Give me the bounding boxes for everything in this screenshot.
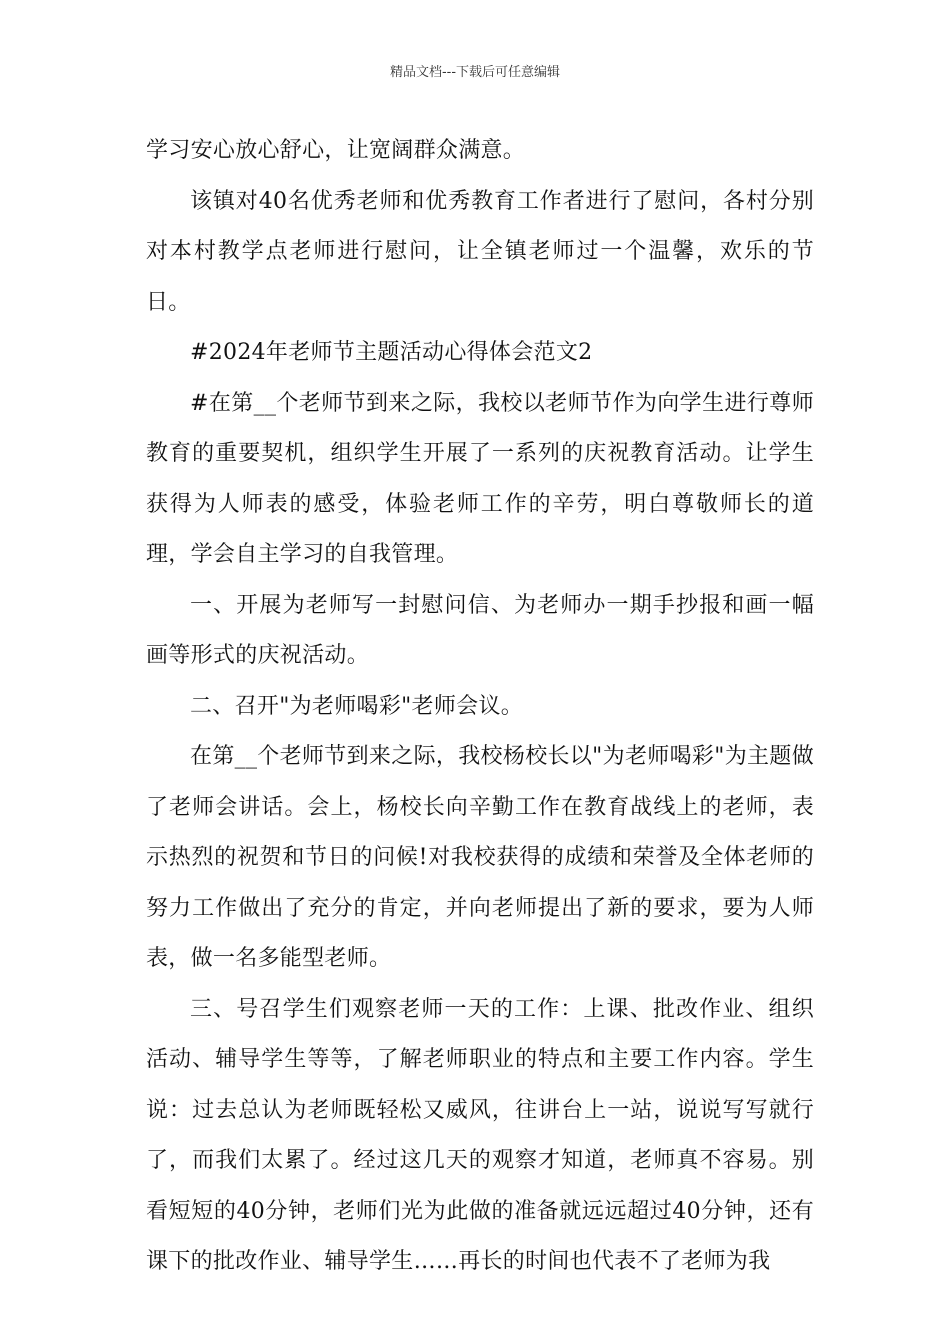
paragraph-8: 三、号召学生们观察老师一天的工作：上课、批改作业、组织活动、辅导学生等等，了解老师职业的特点和主要工作内容。学生说：过去总认为老师既轻松又威风，往讲台上一站，说说写写就行了，而我们太累了。经过这几天的观察才知道，老师真不容易。别看短短的40分钟，老师们光为此做的准备就远远超过40分钟，还有课下的批改作业、辅导学生……再长的时间也代表不了老师为我 <box>146 996 814 1274</box>
section-heading: #2024年老师节主题活动心得体会范文2 <box>190 340 593 365</box>
document-body <box>146 126 814 1288</box>
paragraph-6: 二、召开"为老师喝彩"老师会议。 <box>190 693 524 719</box>
page-header: 精品文档---下载后可任意编辑 <box>389 65 561 80</box>
paragraph-2: 该镇对40名优秀老师和优秀教育工作者进行了慰问，各村分别对本村教学点老师进行慰问，让全镇老师过一个温馨，欢乐的节日。 <box>146 188 814 315</box>
paragraph-5: 一、开展为老师写一封慰问信、为老师办一期手抄报和画一幅画等形式的庆祝活动。 <box>146 592 814 668</box>
paragraph-4: #在第__个老师节到来之际，我校以老师节作为向学生进行尊师教育的重要契机，组织学生开展了一系列的庆祝教育活动。让学生获得为人师表的感受，体验老师工作的辛劳，明白尊敬师长的道理，学会自主学习的自我管理。 <box>146 390 814 567</box>
paragraph-7: 在第__个老师节到来之际，我校杨校长以"为老师喝彩"为主题做了老师会讲话。会上，杨校长向辛勤工作在教育战线上的老师，表示热烈的祝贺和节日的问候!对我校获得的成绩和荣誉及全体老师的努力工作做出了充分的肯定，并向老师提出了新的要求，要为人师表，做一名多能型老师。 <box>146 744 814 971</box>
paragraph-1: 学习安心放心舒心，让宽阔群众满意。 <box>146 138 526 163</box>
